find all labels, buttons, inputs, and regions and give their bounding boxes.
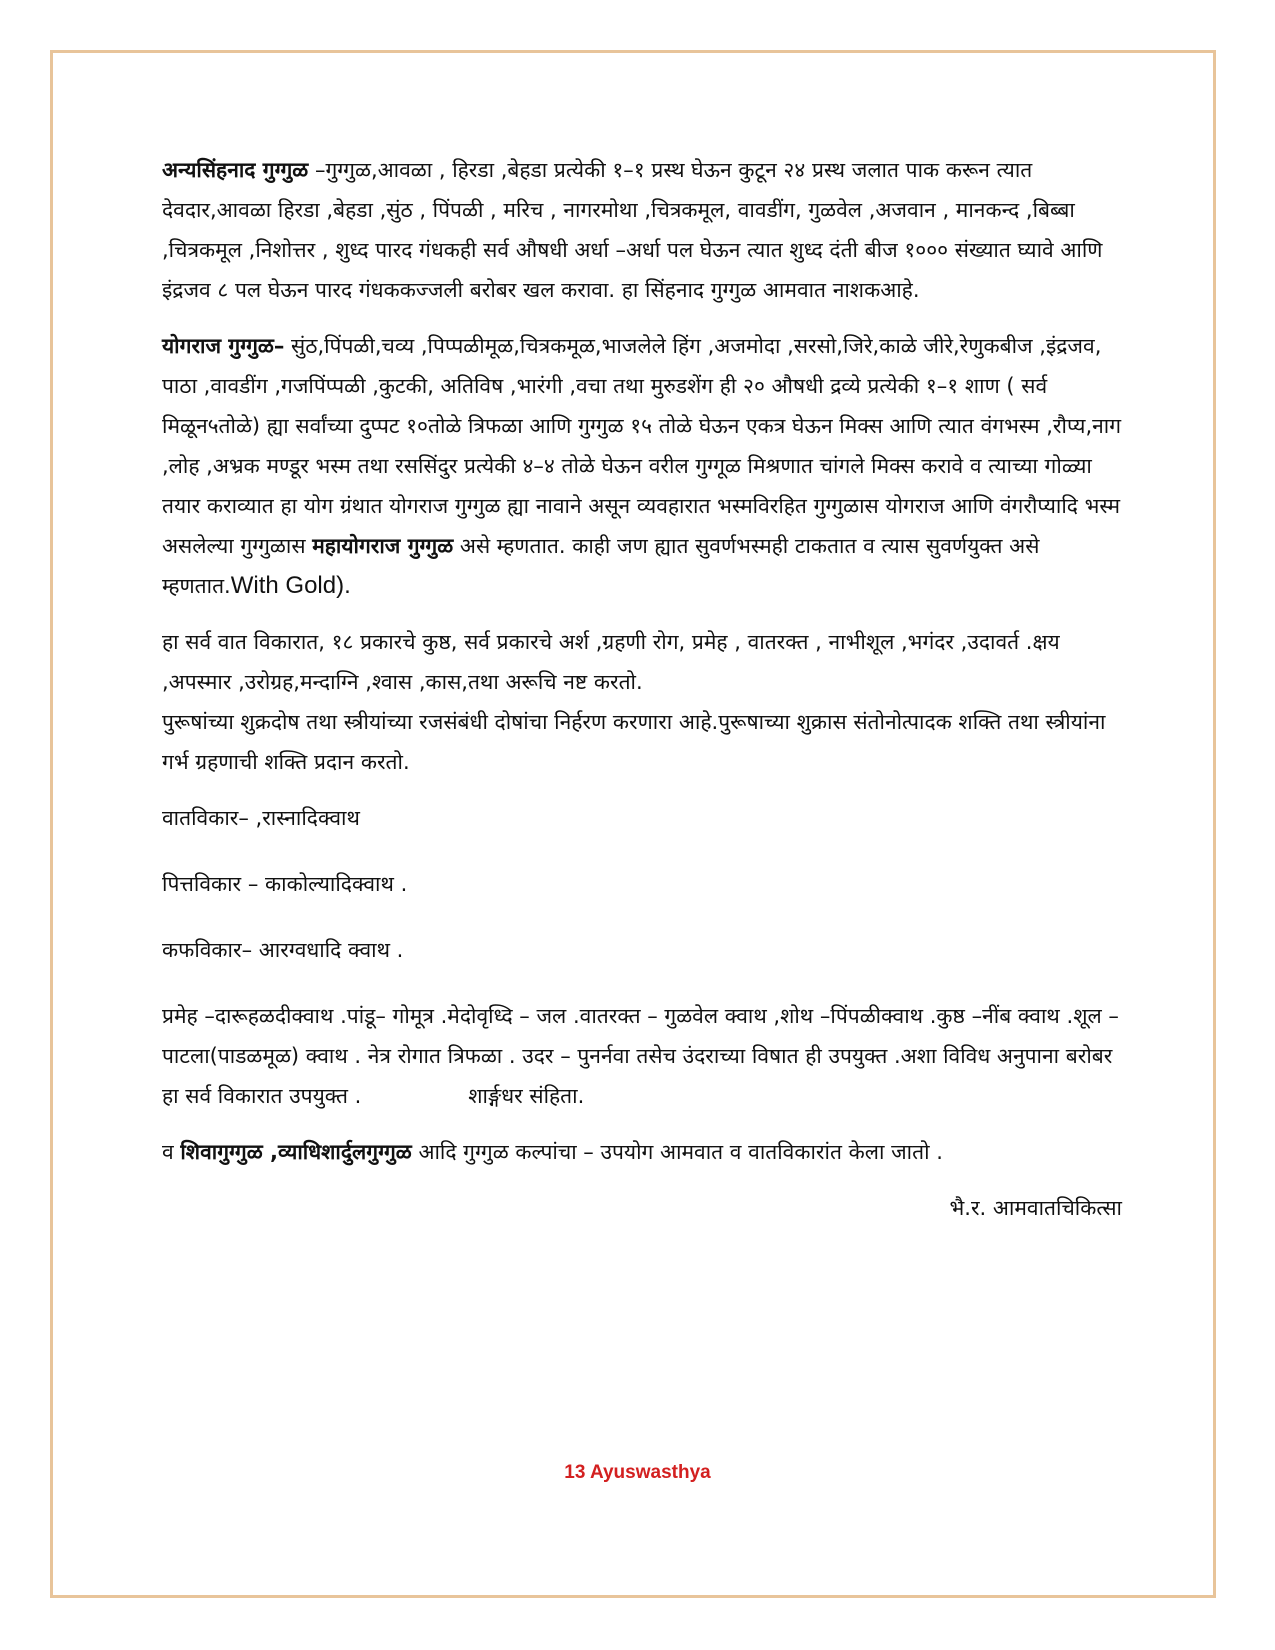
heading-sinhanad: अन्यसिंहनाद गुग्गुळ xyxy=(162,158,309,182)
signature-reference: भै.र. आमवातचिकित्सा xyxy=(949,1196,1122,1220)
others-post: आदि गुग्गुळ कल्पांचा – उपयोग आमवात व वातविकारांत केला जातो . xyxy=(411,1140,943,1164)
anupana-text: प्रमेह –दारूहळदीक्वाथ .पांडू– गोमूत्र .मेदोवृध्दि – जल .वातरक्त – गुळवेल क्वाथ ,शोथ –पिंपळीक्वाथ .कुष्ठ –नींब क्वाथ .शूल –पाटला(पाडळमूळ) क्वाथ . नेत्र रोगात त्रिफळा . उदर – पुनर्नवा तसेच उंदराच्या विषात ही उपयुक्त .अशा विविध अनुपाना बरोबर हा सर्व विकारात उपयुक्त . xyxy=(162,1004,1119,1108)
anupana-source: शार्ङ्गधर संहिता. xyxy=(468,1084,585,1108)
line-pitta: पित्तविकार – काकोल्यादिक्वाथ . xyxy=(162,872,408,896)
document-body xyxy=(162,150,1122,1228)
others-pre: व xyxy=(162,1140,181,1164)
heading-mahayograj: महायोगराज गुग्गुळ xyxy=(312,534,454,558)
uses-line-1: हा सर्व वात विकारात, १८ प्रकारचे कुष्ठ, सर्व प्रकारचे अर्श ,ग्रहणी रोग, प्रमेह , वातरक्त , नाभीशूल ,भगंदर ,उदावर्त .क्षय ,अपस्मार ,उरोग्रह,मन्दाग्नि ,श्वास ,कास,तथा अरूचि नष्ट करतो. xyxy=(162,630,1060,694)
sinhanad-text: –गुग्गुळ,आवळा , हिरडा ,बेहडा प्रत्येकी १–१ प्रस्थ घेऊन कुटून २४ प्रस्थ जलात पाक करून त्यात देवदार,आवळा हिरडा ,बेहडा ,सुंठ , पिंपळी , मरिच , नागरमोथा ,चित्रकमूल, वावडींग, गुळवेल ,अजवान , मानकन्द ,बिब्बा ,चित्रकमूल ,निशोत्तर , शुध्द पारद गंधकही सर्व औषधी अर्धा –अर्धा पल घेऊन त्यात शुध्द दंती बीज १००० संख्यात घ्यावे आणि इंद्रजव ८ पल घेऊन पारद गंधककज्जली बरोबर खल करावा. हा सिंहनाद गुग्गुळ आमवात नाशकआहे. xyxy=(162,158,1103,302)
heading-yograj: योगराज गुग्गुळ– xyxy=(162,334,285,358)
line-vata: वातविकार– ,रास्नादिक्वाथ xyxy=(162,806,360,830)
yograj-latin-tail: With Gold). xyxy=(230,572,351,599)
uses-line-2: पुरूषांच्या शुक्रदोष तथा स्त्रीयांच्या रजसंबंधी दोषांचा निर्हरण करणारा आहे.पुरूषाच्या शुक्रास संतोनोत्पादक शक्ति तथा स्त्रीयांना गर्भ ग्रहणाची शक्ति प्रदान करतो. xyxy=(162,710,1106,774)
paragraph-anupana xyxy=(162,996,1122,1116)
others-bold: शिवागुग्गुळ ,व्याधिशार्दुलगुग्गुळ xyxy=(180,1140,412,1164)
yograj-text-a: सुंठ,पिंपळी,चव्य ,पिप्पळीमूळ,चित्रकमूळ,भाजलेले हिंग ,अजमोदा ,सरसो,जिरे,काळे जीरे,रेणुकबीज ,इंद्रजव, पाठा ,वावडींग ,गजपिंप्पळी ,कुटकी, अतिविष ,भारंगी ,वचा तथा मुरुडशेंग ही २० औषधी द्रव्ये प्रत्येकी १–१ शाण ( सर्व मिळून५तोळे) ह्या सर्वांच्या दुप्पट १०तोळे त्रिफळा आणि गुग्गुळ १५ तोळे घेऊन एकत्र घेऊन मिक्स आणि त्यात वंगभस्म ,रौप्य,नाग ,लोह ,अभ्रक मण्डूर भस्म तथा रससिंदुर प्रत्येकी ४–४ तोळे घेऊन वरील गुग्गूळ मिश्रणात चांगले मिक्स करावे व त्याच्या गोळ्या तयार कराव्यात हा योग ग्रंथात योगराज गुग्गुळ ह्या नावाने असून व्यवहारात भस्मविरहित गुग्गुळास योगराज आणि वंगरौप्यादि भस्म असलेल्या गुग्गुळास xyxy=(162,334,1122,558)
paragraph-uses xyxy=(162,622,1122,782)
yograj-text-b: असे म्हणतात. काही जण ह्यात सुवर्णभस्मही टाकतात व त्यास सुवर्णयुक्त असे म्हणतात. xyxy=(162,534,1040,598)
line-kapha: कफविकार– आरग्वधादि क्वाथ . xyxy=(162,938,404,962)
paragraph-sinhanad xyxy=(162,150,1122,310)
paragraph-yograj xyxy=(162,326,1122,606)
page-footer: 13 Ayuswasthya xyxy=(564,1462,711,1483)
paragraph-others xyxy=(162,1132,1122,1172)
